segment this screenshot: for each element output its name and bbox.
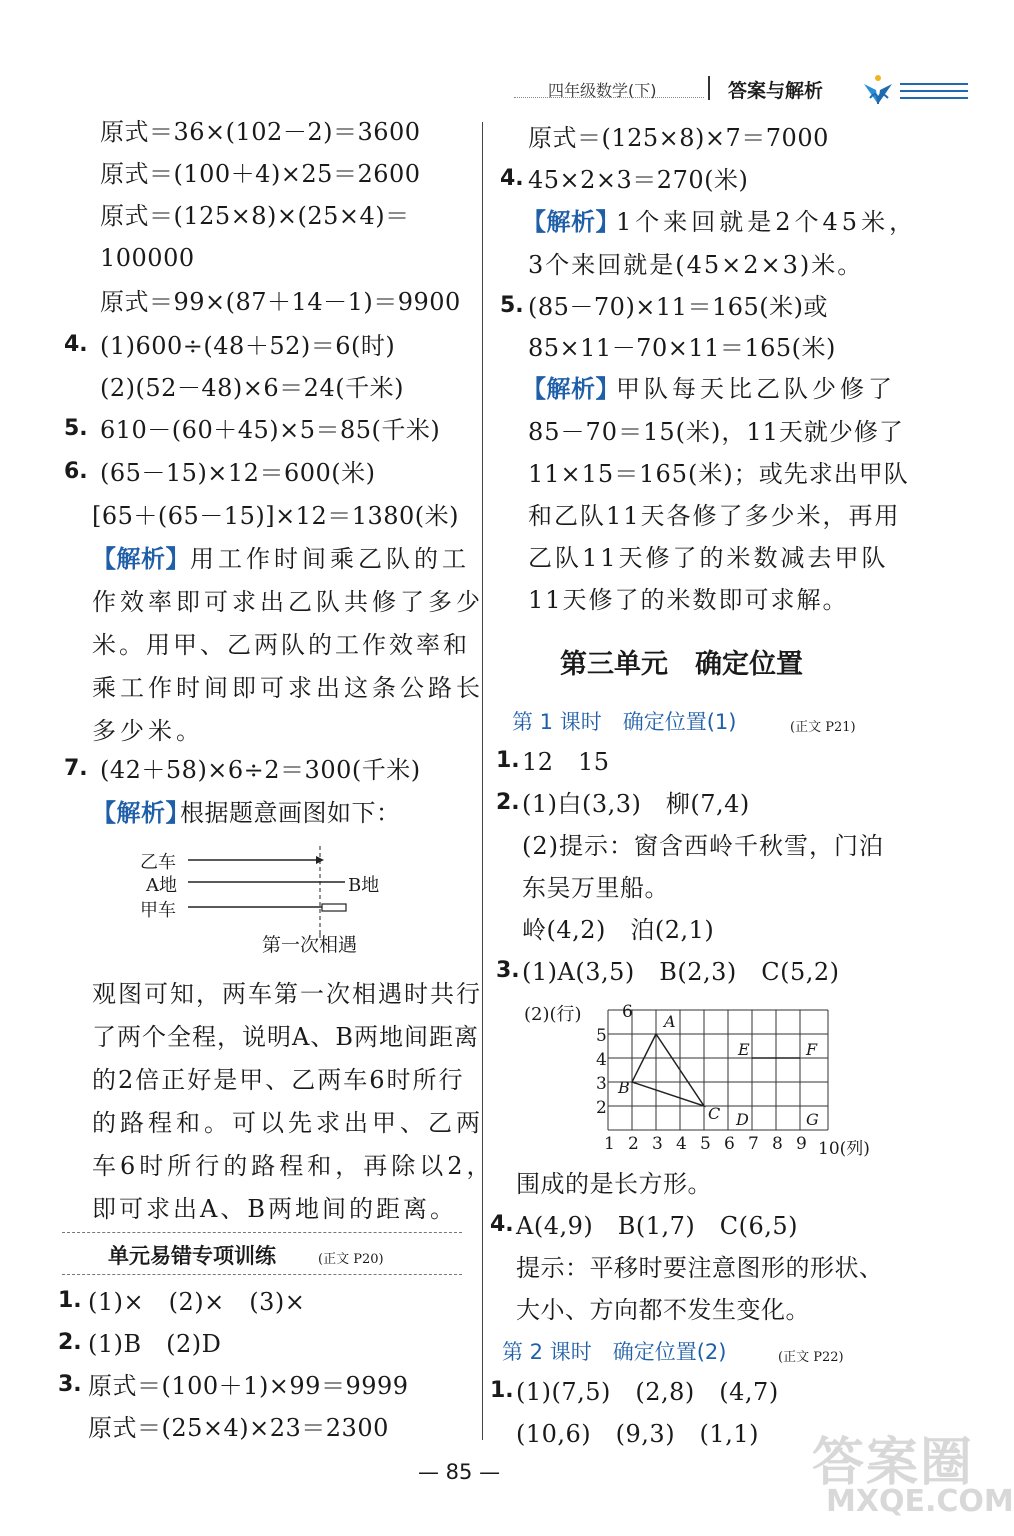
- answer-line: 原式＝(100＋1)×99＝9999: [88, 1372, 409, 1400]
- question-number: 4.: [490, 1212, 514, 1237]
- analysis-text: 的路程和。可以先求出甲、乙两: [92, 1109, 484, 1137]
- label-car-b: 乙车: [140, 852, 176, 873]
- analysis-text: 车6时所行的路程和，再除以2，: [92, 1152, 495, 1180]
- grid-x-tick: 4: [676, 1134, 687, 1154]
- analysis-text: 甲队每天比乙队少修了: [616, 375, 896, 403]
- watermark-url: MXQE.COM: [826, 1484, 1014, 1519]
- answer-line: (65－15)×12＝600(米): [100, 459, 376, 487]
- lesson-ref: (正文 P21): [790, 720, 856, 735]
- lesson-title: 第 1 课时 确定位置(1): [512, 710, 737, 734]
- header-separator: [708, 76, 710, 100]
- grid-x-tick: 8: [772, 1134, 783, 1154]
- right-line-1: 原式＝(125×8)×7＝7000: [528, 124, 829, 152]
- question-number: 3.: [58, 1372, 82, 1397]
- grid-x-tick: 9: [796, 1134, 807, 1154]
- answer-line: (1)600÷(48＋52)＝6(时): [100, 332, 396, 360]
- analysis-text: 1个来回就是2个45米，: [616, 208, 918, 236]
- question-number: 3.: [496, 958, 520, 983]
- question-number: 4.: [64, 332, 88, 357]
- grid-row-label: (2)(行): [524, 1004, 582, 1025]
- book-title: 四年级数学(下): [548, 81, 657, 100]
- section-rule: [62, 1274, 462, 1275]
- question-number: 1.: [496, 748, 520, 773]
- answer-line: 45×2×3＝270(米): [528, 166, 749, 194]
- answer-line: (10,6) (9,3) (1,1): [516, 1420, 759, 1448]
- grid-x-tick: 2: [628, 1134, 639, 1154]
- grid-y-tick: 4: [596, 1050, 607, 1070]
- question-number: 1.: [490, 1378, 514, 1403]
- grid-x-tick: 1: [604, 1134, 615, 1154]
- analysis-text: 3个来回就是(45×2×3)米。: [528, 251, 864, 279]
- grid-point-e: E: [738, 1040, 750, 1059]
- answer-line: (2)(52－48)×6＝24(千米): [100, 374, 404, 402]
- section-rule: [62, 1232, 462, 1233]
- answer-line: 大小、方向都不发生变化。: [516, 1296, 810, 1324]
- answer-line: (1)B (2)D: [88, 1330, 222, 1358]
- lesson-ref: (正文 P22): [778, 1350, 844, 1365]
- analysis-text: 多少米。: [92, 717, 204, 745]
- label-first-meet: 第一次相遇: [262, 934, 358, 956]
- answer-line: (42＋58)×6÷2＝300(千米): [100, 756, 421, 784]
- answer-line: 85×11－70×11＝165(米): [528, 334, 836, 362]
- analysis-text: 即可求出A、B两地间的距离。: [92, 1195, 457, 1223]
- question-number: 2.: [496, 790, 520, 815]
- grid-point-a: A: [664, 1012, 676, 1031]
- analysis-text: 了两个全程，说明A、B两地间距离: [92, 1023, 479, 1051]
- answer-line: 提示：平移时要注意图形的形状、: [516, 1254, 884, 1282]
- answer-line: (85－70)×11＝165(米)或: [528, 293, 828, 321]
- answer-line: (1)× (2)× (3)×: [88, 1288, 306, 1316]
- grid-y-tick: 6: [622, 1002, 633, 1022]
- grid-point-f: F: [806, 1040, 818, 1059]
- lesson-title: 第 2 课时 确定位置(2): [502, 1340, 727, 1364]
- left-line-2: 原式＝(100＋4)×25＝2600: [100, 160, 421, 188]
- analysis-text: 作效率即可求出乙队共修了多少: [92, 588, 484, 616]
- analysis-text: 11天修了的米数即可求解。: [528, 586, 849, 614]
- page-number: — 85 —: [418, 1460, 501, 1484]
- answer-line: A(4,9) B(1,7) C(6,5): [516, 1212, 799, 1240]
- grid-x-tick: 6: [724, 1134, 735, 1154]
- left-line-5: 原式＝99×(87＋14－1)＝9900: [100, 288, 461, 316]
- label-place-a: A地: [146, 875, 177, 896]
- section-ref: (正文 P20): [318, 1252, 384, 1267]
- grid-col-label: 10(列): [818, 1139, 870, 1159]
- answer-line: (1)A(3,5) B(2,3) C(5,2): [522, 958, 840, 986]
- grid-y-tick: 5: [596, 1026, 607, 1046]
- left-line-3: 原式＝(125×8)×(25×4)＝: [100, 202, 410, 230]
- answer-line: (1)白(3,3) 柳(7,4): [522, 790, 750, 818]
- header-rule: [514, 97, 704, 98]
- question-number: 2.: [58, 1330, 82, 1355]
- answer-line: 12 15: [522, 748, 610, 776]
- answer-line: 原式＝(25×4)×23＝2300: [88, 1414, 389, 1442]
- left-line-4: 100000: [100, 244, 195, 272]
- analysis-text: 乘工作时间即可求出这条公路长: [92, 674, 484, 702]
- analysis-tag: 【解析】: [92, 544, 190, 573]
- label-car-a: 甲车: [140, 900, 176, 921]
- grid-point-c: C: [708, 1104, 721, 1123]
- analysis-text: 11×15＝165(米)；或先求出甲队: [528, 460, 909, 488]
- watermark: 答案圈: [812, 1433, 975, 1493]
- analysis-tag: 【解析】: [522, 374, 620, 403]
- answer-line: 围成的是长方形。: [516, 1170, 712, 1198]
- section-title: 单元易错专项训练: [108, 1244, 276, 1268]
- question-number: 1.: [58, 1288, 82, 1313]
- answer-line: [65＋(65－15)]×12＝1380(米): [92, 502, 460, 530]
- question-number: 5.: [500, 293, 524, 318]
- book-logo-icon: [860, 70, 970, 114]
- answer-line: (2)提示：窗含西岭千秋雪，门泊: [522, 832, 884, 860]
- label-place-b: B地: [348, 875, 380, 896]
- question-number: 6.: [64, 459, 88, 484]
- left-line-1: 原式＝36×(102－2)＝3600: [100, 118, 421, 146]
- analysis-text: 用工作时间乘乙队的工: [190, 545, 470, 573]
- analysis-text: 根据题意画图如下：: [180, 799, 401, 827]
- column-divider: [482, 122, 483, 1440]
- analysis-tag: 【解析】: [522, 207, 620, 236]
- grid-point-d: D: [736, 1110, 749, 1129]
- analysis-text: 85－70＝15(米)，11天就少修了: [528, 418, 904, 446]
- question-number: 7.: [64, 756, 88, 781]
- question-number: 5.: [64, 416, 88, 441]
- analysis-text: 米。用甲、乙两队的工作效率和: [92, 631, 470, 659]
- grid-point-b: B: [618, 1078, 630, 1097]
- analysis-text: 和乙队11天各修了多少米，再用: [528, 502, 901, 530]
- analysis-text: 观图可知，两车第一次相遇时共行: [92, 980, 482, 1008]
- grid-y-tick: 3: [596, 1074, 607, 1094]
- analysis-text: 的2倍正好是甲、乙两车6时所行: [92, 1066, 465, 1094]
- grid-x-tick: 3: [652, 1134, 663, 1154]
- header-section: 答案与解析: [728, 80, 824, 102]
- analysis-tag: 【解析】: [92, 798, 190, 827]
- answer-line: 东吴万里船。: [522, 874, 669, 902]
- question-number: 4.: [500, 166, 524, 191]
- answer-line: 610－(60＋45)×5＝85(千米): [100, 416, 441, 444]
- grid-point-g: G: [806, 1110, 819, 1129]
- unit-title: 第三单元 确定位置: [560, 649, 803, 680]
- grid-x-tick: 5: [700, 1134, 711, 1154]
- answer-line: 岭(4,2) 泊(2,1): [522, 916, 715, 944]
- answer-line: (1)(7,5) (2,8) (4,7): [516, 1378, 779, 1406]
- grid-x-tick: 7: [748, 1134, 759, 1154]
- grid-y-tick: 2: [596, 1098, 607, 1118]
- analysis-text: 乙队11天修了的米数减去甲队: [528, 544, 889, 572]
